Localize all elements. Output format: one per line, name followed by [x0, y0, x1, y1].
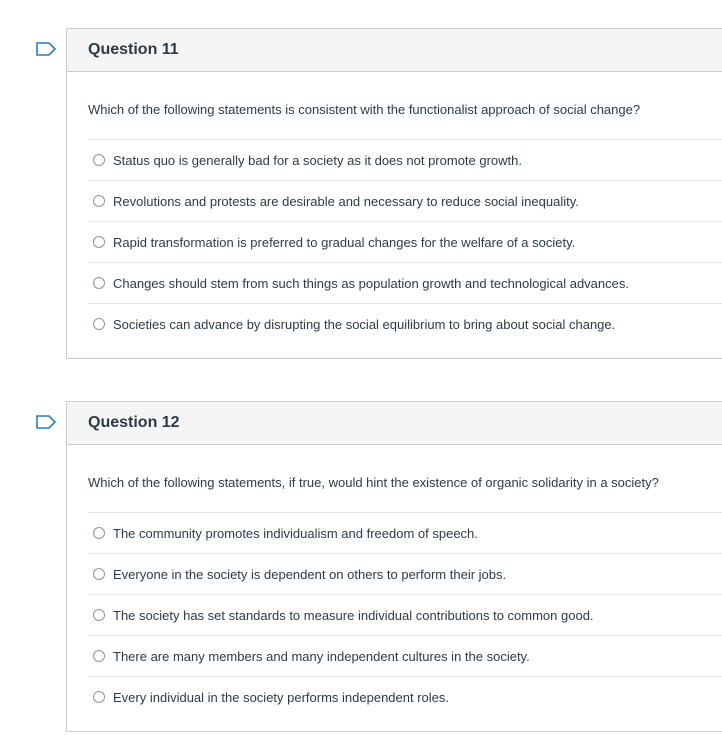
radio-button[interactable]	[93, 236, 105, 248]
question-text: Which of the following statements, if true, would hint the existence of organic solidarity in a society?	[88, 475, 659, 490]
answer-label[interactable]: Everyone in the society is dependent on others to perform their jobs.	[113, 566, 507, 582]
answer-list	[88, 139, 722, 344]
answer-option[interactable]	[88, 553, 722, 594]
radio-button[interactable]	[93, 195, 105, 207]
question-header	[67, 29, 722, 72]
answer-option[interactable]	[88, 221, 722, 262]
radio-button[interactable]	[93, 527, 105, 539]
answer-option[interactable]	[88, 512, 722, 553]
answer-label[interactable]: The community promotes individualism and freedom of speech.	[113, 525, 478, 541]
flag-question-icon[interactable]	[36, 415, 56, 429]
radio-button[interactable]	[93, 318, 105, 330]
radio-button[interactable]	[93, 277, 105, 289]
question-card	[66, 28, 722, 359]
answer-option[interactable]	[88, 676, 722, 717]
answer-option[interactable]	[88, 139, 722, 180]
answer-label[interactable]: Every individual in the society performs independent roles.	[113, 689, 450, 705]
answer-option[interactable]	[88, 635, 722, 676]
answer-label[interactable]: Changes should stem from such things as population growth and technological advances.	[113, 275, 629, 291]
answer-option[interactable]	[88, 180, 722, 221]
flag-question-icon[interactable]	[36, 42, 56, 56]
radio-button[interactable]	[93, 154, 105, 166]
question-header	[67, 402, 722, 445]
answer-option[interactable]	[88, 262, 722, 303]
answer-option[interactable]	[88, 594, 722, 635]
answer-label[interactable]: Rapid transformation is preferred to gradual changes for the welfare of a society.	[113, 234, 576, 250]
question-card	[66, 401, 722, 732]
answer-label[interactable]: Status quo is generally bad for a society as it does not promote growth.	[113, 152, 523, 168]
answer-label[interactable]: There are many members and many independent cultures in the society.	[113, 648, 530, 664]
answer-option[interactable]	[88, 303, 722, 344]
question-text: Which of the following statements is consistent with the functionalist approach of social change?	[88, 102, 641, 117]
radio-button[interactable]	[93, 568, 105, 580]
radio-button[interactable]	[93, 691, 105, 703]
question-title: Question 12	[88, 414, 180, 431]
answer-label[interactable]: Societies can advance by disrupting the social equilibrium to bring about social change.	[113, 316, 616, 332]
radio-button[interactable]	[93, 650, 105, 662]
question-title: Question 11	[88, 41, 179, 58]
answer-label[interactable]: The society has set standards to measure individual contributions to common good.	[113, 607, 594, 623]
answer-list	[88, 512, 722, 717]
radio-button[interactable]	[93, 609, 105, 621]
answer-label[interactable]: Revolutions and protests are desirable and necessary to reduce social inequality.	[113, 193, 579, 209]
